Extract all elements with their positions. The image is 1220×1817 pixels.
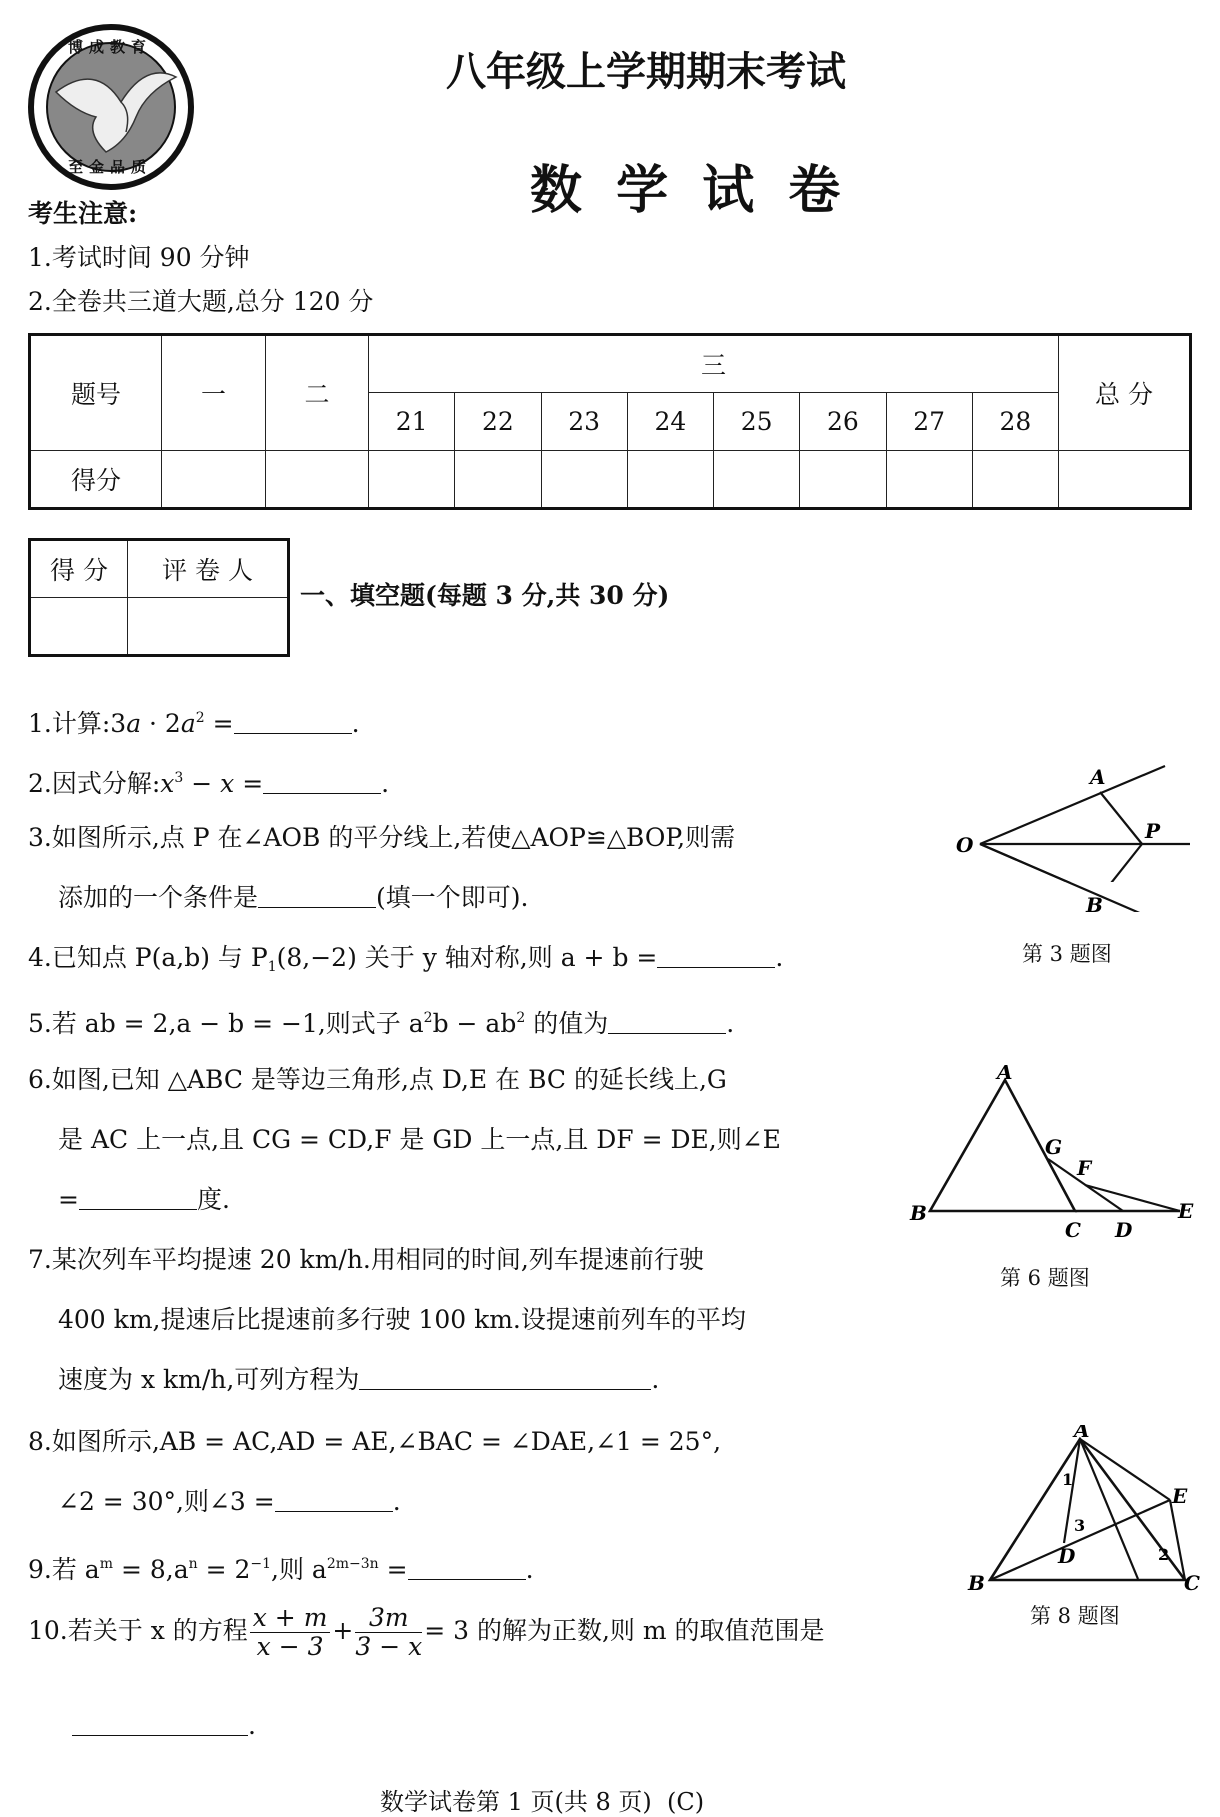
question-2: 2.因式分解$:x^3 - x$ = . [28,769,390,798]
fig6-label-a: A [997,1065,1013,1084]
fig3-label-a: A [1090,765,1106,789]
answer-blank-1[interactable] [234,711,352,734]
paper-title: 数 学 试 卷 [530,160,849,221]
fig3-label-p: P [1145,819,1161,843]
notice-item-1: 1.考试时间 90 分钟 [28,243,250,272]
exam-title: 八年级上学期期末考试 [446,48,846,95]
header-q26: 26 [800,393,886,451]
score-cell[interactable] [1059,451,1191,509]
header-q27: 27 [886,393,972,451]
grader-score-cell[interactable] [30,598,128,656]
figure-6 [905,1065,1200,1250]
fig6-label-g: G [1045,1135,1063,1159]
fig8-label-c: C [1184,1571,1200,1595]
answer-blank-10[interactable] [72,1713,248,1736]
question-7-line-1: 7.某次列车平均提速 20 km/h.用相同的时间,列车提速前行驶 [28,1245,704,1274]
header-q24: 24 [627,393,713,451]
fig8-label-2: 2 [1158,1545,1170,1564]
question-5: 5.若 ab = 2,a − b = −1,则式子 $a^2b - ab^2$ 的值为 . [28,1009,735,1038]
answer-blank-6[interactable] [79,1187,197,1210]
question-3-line-2: 添加的一个条件是 (填一个即可). [58,883,529,912]
fraction-2: $\frac{3m}{3 - x}$ [355,1603,423,1661]
question-6-line-3: = 度. [58,1185,230,1214]
figure-3-lower [950,752,1200,912]
logo-text-bottom: 至金品质 [68,158,153,176]
score-cell[interactable] [800,451,886,509]
notice-item-2: 2.全卷共三道大题,总分 120 分 [28,287,374,316]
question-8-line-1: 8.如图所示,AB = AC,AD = AE,∠BAC = ∠DAE,∠1 = 25°, [28,1427,722,1456]
fraction-1: $\frac{x + m}{x - 3}$ [250,1604,331,1661]
header-q21: 21 [369,393,455,451]
score-cell[interactable] [266,451,369,509]
fig8-label-b: B [968,1571,985,1595]
fig6-label-d: D [1115,1218,1133,1242]
score-cell[interactable] [455,451,541,509]
score-cell[interactable] [714,451,800,509]
score-table [28,333,1192,510]
fig8-label-e: E [1172,1484,1188,1508]
question-7-line-3: 速度为 x km/h,可列方程为 . [58,1365,660,1394]
header-part-2: 二 [266,335,369,451]
fig8-label-d: D [1058,1544,1076,1568]
figure-6-caption: 第 6 题图 [1000,1266,1090,1290]
fig6-label-f: F [1077,1156,1092,1180]
header-question-no: 题号 [30,335,162,451]
figure-3 [950,752,1200,912]
fig8-label-3: 3 [1074,1516,1086,1535]
question-8-line-2: ∠2 = 30°,则∠3 = . [58,1487,401,1516]
fig6-label-b: B [910,1201,927,1225]
answer-blank-2[interactable] [263,771,381,794]
figure-8-diagram [960,1425,1200,1595]
score-cell[interactable] [886,451,972,509]
question-10: 10.若关于 x 的方程 $\frac{x + m}{x - 3}$ + $\frac{3m}{3 - x}$ = 3 的解为正数,则 m 的取值范围是 [28,1603,825,1661]
header-part-1: 一 [162,335,266,451]
question-1: 1.计算:3a · $2a^2$ = . [28,709,360,738]
score-cell[interactable] [627,451,713,509]
grader-name-label: 评 卷 人 [128,540,289,598]
question-6-line-1: 6.如图,已知 △ABC 是等边三角形,点 D,E 在 BC 的延长线上,G [28,1065,727,1094]
page-footer: 数学试卷第 1 页(共 8 页) (C) [380,1788,705,1816]
logo-text-top: 博成教育 [68,38,153,56]
figure-8 [960,1425,1200,1595]
answer-blank-5[interactable] [608,1011,726,1034]
header-part-3: 三 [369,335,1059,393]
answer-blank-9[interactable] [408,1557,526,1580]
figure-8-caption: 第 8 题图 [1030,1604,1120,1628]
answer-blank-3[interactable] [258,885,376,908]
question-10-answer-line: . [72,1710,256,1742]
grader-box [28,538,290,657]
header-q25: 25 [714,393,800,451]
header-q22: 22 [455,393,541,451]
question-6-line-2: 是 AC 上一点,且 CG = CD,F 是 GD 上一点,且 DF = DE,则∠E [58,1125,781,1154]
fig6-label-c: C [1065,1218,1081,1242]
row-score-label: 得分 [30,451,162,509]
question-9: 9.若 $a^m = 8,a^n = 2^{-1}$,则 $a^{2m-3n}$ = . [28,1555,534,1584]
header-q23: 23 [541,393,627,451]
figure-6-diagram [905,1065,1200,1250]
question-7-line-2: 400 km,提速后比提速前多行驶 100 km.设提速前列车的平均 [58,1305,746,1334]
question-3-line-1: 3.如图所示,点 P 在∠AOB 的平分线上,若使△AOP≌△BOP,则需 [28,823,736,852]
header-q28: 28 [972,393,1058,451]
section-1-title: 一、填空题(每题 3 分,共 30 分) [300,581,670,610]
fig8-label-a: A [1074,1425,1090,1442]
question-4: 4.已知点 P(a,b) 与 $P_1(8,-2)$ 关于 y 轴对称,则 a + b = . [28,943,784,975]
grader-name-cell[interactable] [128,598,289,656]
score-cell[interactable] [162,451,266,509]
logo [26,22,196,192]
fig8-label-1: 1 [1062,1470,1074,1489]
fig6-label-e: E [1178,1199,1194,1223]
answer-blank-8[interactable] [275,1489,393,1512]
answer-blank-4[interactable] [657,945,775,968]
score-cell[interactable] [369,451,455,509]
figure-3-caption: 第 3 题图 [1022,942,1112,966]
fig3-label-b: B [1086,893,1103,912]
score-cell[interactable] [541,451,627,509]
grader-score-label: 得 分 [30,540,128,598]
header-total: 总 分 [1059,335,1191,451]
answer-blank-7[interactable] [359,1367,651,1390]
notice-heading: 考生注意: [28,199,138,228]
fig3-label-o: O [956,833,974,857]
score-cell[interactable] [972,451,1058,509]
